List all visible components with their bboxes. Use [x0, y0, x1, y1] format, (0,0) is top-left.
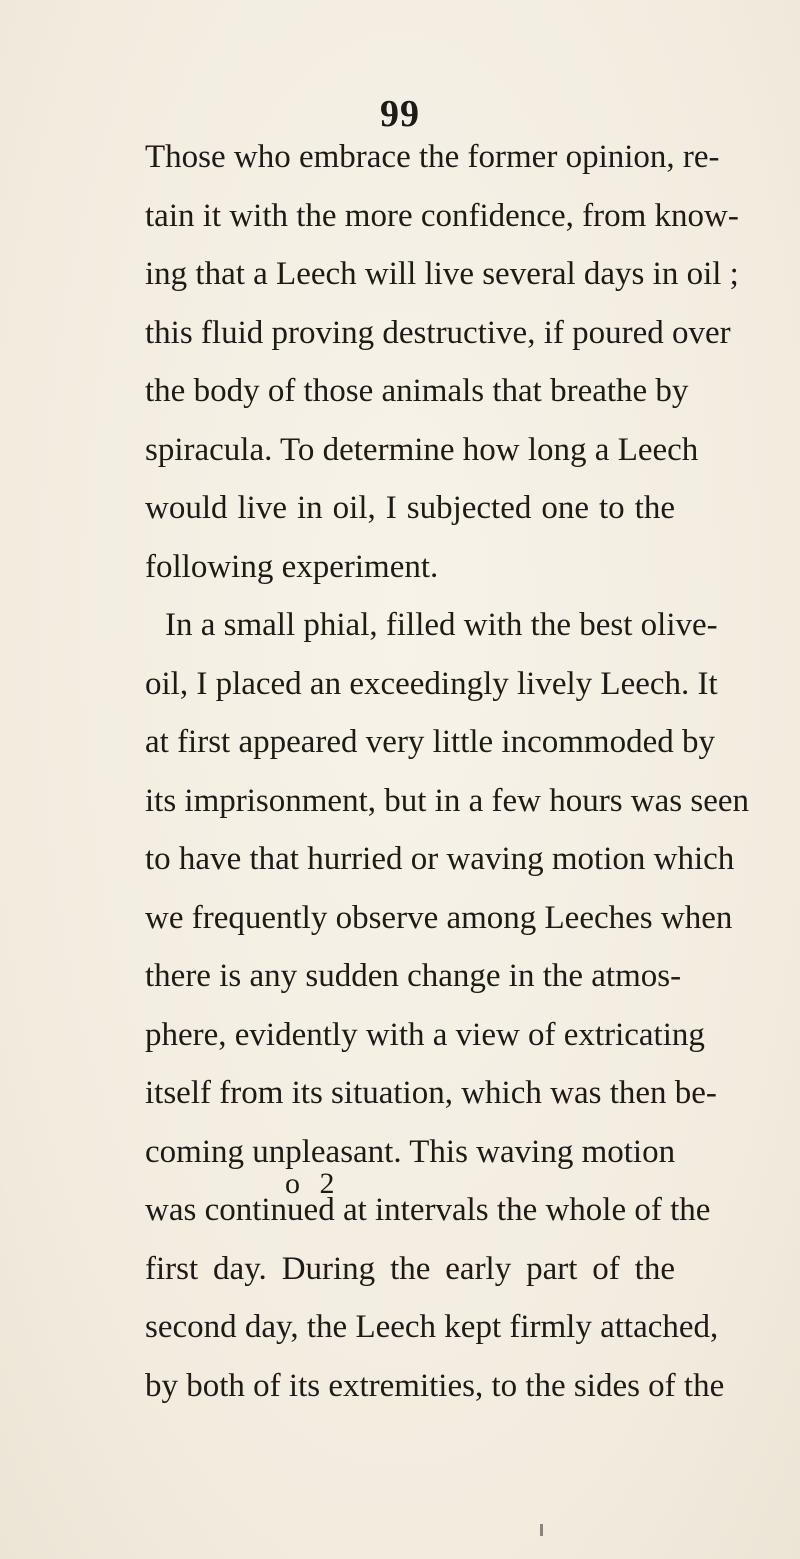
text-line: was continued at intervals the whole of the	[145, 1192, 711, 1228]
text-line: itself from its situation, which was then be-	[145, 1075, 717, 1111]
text-line: to have that hurried or waving motion which	[145, 841, 735, 877]
text-line: by both of its extremities, to the sides of the	[145, 1367, 725, 1404]
text-line: coming unpleasant. This waving motion	[145, 1133, 676, 1170]
text-line: Those who embrace the former opinion, re-	[145, 139, 720, 175]
text-line: the body of those animals that breathe by	[145, 373, 689, 409]
text-line: there is any sudden change in the atmos-	[145, 958, 682, 994]
text-line: at first appeared very little incommoded by	[145, 724, 715, 760]
text-line: first day. During the early part of the	[145, 1250, 675, 1287]
text-line: following experiment.	[145, 548, 439, 585]
text-line: we frequently observe among Leeches when	[145, 899, 733, 936]
text-line: ing that a Leech will live several days in oil ;	[145, 256, 739, 292]
text-line: second day, the Leech kept firmly attached,	[145, 1309, 719, 1345]
text-line: phere, evidently with a view of extricating	[145, 1016, 705, 1053]
paper-speck	[540, 1524, 543, 1536]
body-text	[145, 128, 749, 1415]
text-line: oil, I placed an exceedingly lively Leech. It	[145, 665, 718, 702]
text-line: its imprisonment, but in a few hours was seen	[145, 782, 749, 819]
page-number: 99	[380, 93, 420, 135]
text-line: spiracula. To determine how long a Leech	[145, 431, 699, 468]
text-line: this fluid proving destructive, if poured over	[145, 314, 731, 351]
text-line: would live in oil, I subjected one to the	[145, 490, 675, 526]
text-line: tain it with the more confidence, from know-	[145, 197, 739, 234]
text-line: In a small phial, filled with the best olive-	[165, 607, 718, 643]
signature-mark: o 2	[285, 1167, 341, 1200]
